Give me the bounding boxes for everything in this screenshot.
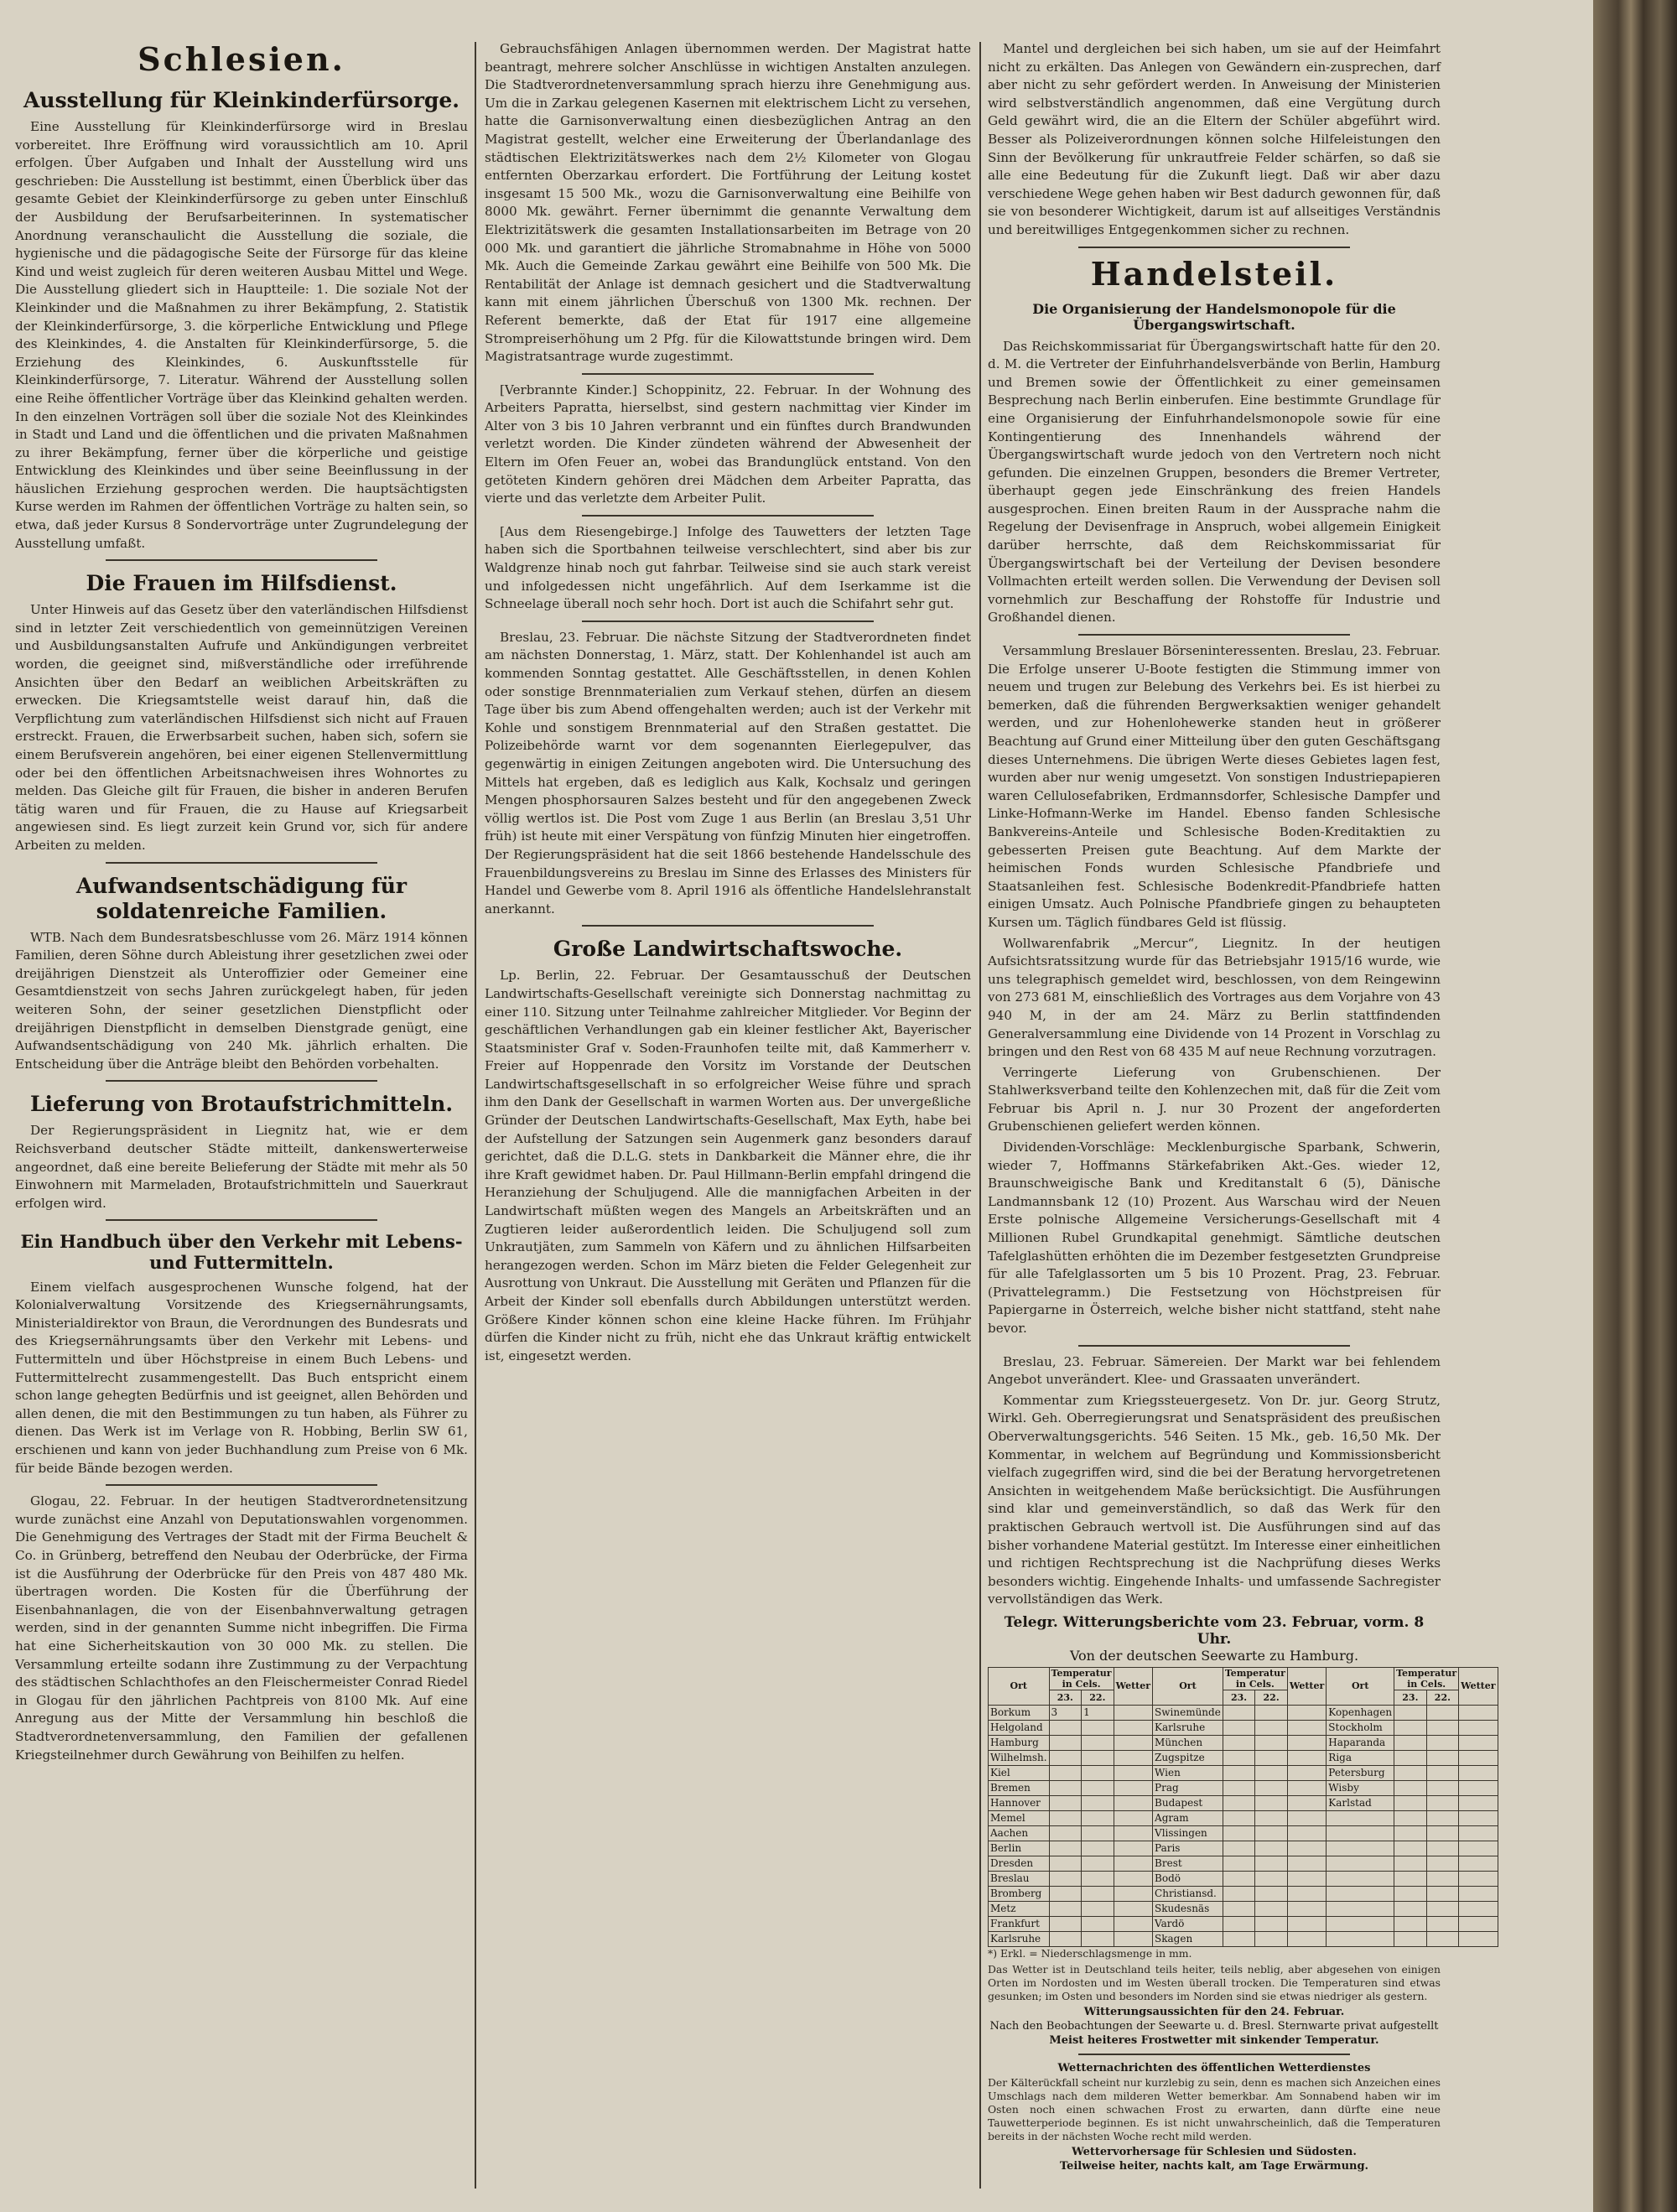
weather-cell (1287, 1931, 1326, 1946)
weather-cell (1082, 1810, 1114, 1825)
weather-cell (1223, 1916, 1255, 1931)
weather-cell (1223, 1765, 1255, 1780)
weather-cell (1082, 1735, 1114, 1750)
weather-cell: 1 (1082, 1705, 1114, 1720)
weather-cell (1327, 1886, 1394, 1901)
weather-cell: 3 (1049, 1705, 1082, 1720)
weather-cell (1426, 1825, 1459, 1841)
weather-cell (1426, 1841, 1459, 1856)
weather-cell (1426, 1765, 1459, 1780)
weather-row (989, 1705, 1498, 1720)
weather-cell (1049, 1780, 1082, 1795)
weather-cell (1114, 1841, 1152, 1856)
weather-cell (1394, 1795, 1427, 1810)
weather-cell (1394, 1886, 1427, 1901)
weather-cell (1114, 1871, 1152, 1886)
weather-cell (1327, 1825, 1394, 1841)
weather-cell (1426, 1871, 1459, 1886)
weather-row (989, 1825, 1498, 1841)
regional-forecast-text: Teilweise heiter, nachts kalt, am Tage Erwärmung. (1059, 2159, 1369, 2173)
weather-cell (1049, 1931, 1082, 1946)
weather-cell (1287, 1780, 1326, 1795)
divider (106, 559, 377, 561)
weather-cell (1287, 1720, 1326, 1735)
divider (582, 925, 874, 927)
weather-cell (1394, 1871, 1427, 1886)
weather-cell: Prag (1153, 1780, 1223, 1795)
weather-cell (1223, 1780, 1255, 1795)
weather-cell (1114, 1765, 1152, 1780)
weather-header: Wetter (1287, 1667, 1326, 1705)
article-headline: Ein Handbuch über den Verkehr mit Lebens- und Futtermitteln. (20, 1231, 463, 1274)
article-text: Eine Ausstellung für Kleinkinderfürsorge wird in Breslau vorbereitet. Ihre Eröffnung wird voraussichtlich am 10. April erfolgen. Über Aufgaben und Inhalt der Ausstellung wird uns geschrieben: Die Ausstellung ist bestimmt, einen Überblick über das gesamte Gebiet der Kleinkinderfürsorge zu geben unter Einschluß der Ausbildung der Berufsarbeiterinnen. In systematischer Anordnung veranschaulicht die Ausstellung die soziale, die hygienische und die pädagogische Seite der Fürsorge für das kleine Kind und weist zugleich für deren weiteren Ausbau Mittel und Wege. Die Ausstellung gliedert sich in Hauptteile: 1. Die soziale Not der Kleinkinder und die Maßnahmen zu ihrer Bekämpfung, 2. Statistik der Kleinkinderfürsorge, 3. die körperliche Entwicklung und Pflege des Kleinkindes, 4. die Anstalten für Kleinkinderfürsorge, 5. die Erziehung des Kleinkindes, 6. Auskunftsstelle für Kleinkinderfürsorge, 7. Literatur. Während der Ausstellung sollen eine Reihe öffentlicher Vorträge über das Kleinkind gehalten werden. In den einzelnen Vorträgen soll über die soziale Not des Kleinkindes in Stadt und Land und die öffentlichen und die privaten Maßnahmen zu ihrer Bekämpfung, ferner über die körperliche und geistige Entwicklung des Kleinkindes und über seine Beeinflussung in der häuslichen Erziehung gesprochen werden. Die hauptsächtigsten Kurse werden im Rahmen der öffentlichen Vorträge zu halten sein, so etwa, daß jeder Kursus 8 Sondervorträge unter Zugrundelegung der Ausstellung umfaßt. (15, 119, 468, 551)
weather-row (989, 1810, 1498, 1825)
weather-cell (1114, 1856, 1152, 1871)
weather-cell (1223, 1901, 1255, 1916)
weather-cell: Karlsruhe (1153, 1720, 1223, 1735)
weather-cell: Agram (1153, 1810, 1223, 1825)
book-binding-edge (1593, 0, 1677, 2212)
weather-cell (1223, 1705, 1255, 1720)
weather-cell: Vardö (1153, 1916, 1223, 1931)
article-text: [Verbrannte Kinder.] Schoppinitz, 22. Februar. In der Wohnung des Arbeiters Papratta, hierselbst, sind gestern nachmittag vier Kinder im Alter von 3 bis 10 Jahren verbrannt und ein fünftes durch Brandwunden verletzt worden. Die Kinder zündeten während der Abwesenheit der Eltern im Ofen Feuer an, wobei das Brandunglück entstand. Von den getöteten Kindern gehören drei Mädchen dem Arbeiter Papratta, das vierte und das verletzte dem Arbeiter Pulit. (485, 382, 971, 506)
weather-cell (1223, 1720, 1255, 1735)
weather-cell: Haparanda (1327, 1735, 1394, 1750)
column-rule (475, 42, 476, 2189)
official-weather-text: Der Kälterückfall scheint nur kurzlebig zu sein, denn es machen sich Anzeichen eines Umschlags nach dem milderen Wetter bemerkbar. Am Sonnabend haben wir im Osten noch einen schwachen Frost zu erwarten, dann dürfte eine neue Tauwetterperiode beginnen. Es ist nicht unwahrscheinlich, daß die Temperaturen bereits in der nächsten Woche recht mild werden. (988, 2075, 1441, 2142)
weather-cell (1327, 1931, 1394, 1946)
weather-cell: Riga (1327, 1750, 1394, 1765)
weather-cell (1327, 1841, 1394, 1856)
weather-cell (1394, 1720, 1427, 1735)
weather-cell (1394, 1810, 1427, 1825)
weather-cell (1287, 1856, 1326, 1871)
article-text: Der Regierungspräsident in Liegnitz hat, wie er dem Reichsverband deutscher Städte mitteilt, dankenswerterweise angeordnet, daß eine bereite Belieferung der Städte mit mehr als 50 Einwohnern mit Marmeladen, Brotaufstrichmitteln und Sauerkraut erfolgen wird. (15, 1123, 468, 1211)
article-text: Breslau, 23. Februar. Die nächste Sitzung der Stadtverordneten findet am nächsten Donnerstag, 1. März, statt. Der Kohlenhandel ist auch am kommenden Sonntag gestattet. Alle Geschäftsstellen, in denen Kohlen oder sonstige Brennmaterialien zum Verkauf stehen, dürfen an diesem Tage über bis zum Abend offengehalten werden; auch ist der Verkehr mit Kohle und sonstigem Brennmaterial auf den Straßen gestattet. Die Polizeibehörde warnt vor dem sogenannten Eierlegepulver, das gegenwärtig in einigen Zeitungen angeboten wird. Die Untersuchung des Mittels hat ergeben, daß es lediglich aus Kalk, Kochsalz und geringen Mengen phosphorsauren Salzes besteht und für den angegebenen Zweck völlig wertlos ist. Die Post vom Zuge 1 aus Berlin (an Breslau 3,51 Uhr früh) ist heute mit einer Verspätung von fünfzig Minuten hier eingetroffen. Der Regierungspräsident hat die seit 1866 bestehende Handelsschule des Frauenbildungsvereins zu Breslau im Sinne des Erlasses des Ministers für Handel und Gewerbe vom 8. April 1916 als öffentliche Handelslehranstalt anerkannt. (485, 629, 971, 916)
weather-cell (1223, 1810, 1255, 1825)
weather-cell (1082, 1901, 1114, 1916)
weather-row (989, 1871, 1498, 1886)
weather-title: Telegr. Witterungsberichte vom 23. Februar, vorm. 8 Uhr. (1004, 1613, 1425, 1648)
article-headline: Lieferung von Brotaufstrichmitteln. (29, 1092, 454, 1117)
weather-cell (1049, 1735, 1082, 1750)
divider (1078, 634, 1350, 636)
weather-cell: Memel (989, 1810, 1050, 1825)
weather-cell (1114, 1931, 1152, 1946)
weather-cell (1223, 1795, 1255, 1810)
weather-cell: Dresden (989, 1856, 1050, 1871)
weather-cell (1255, 1705, 1288, 1720)
weather-cell (1114, 1720, 1152, 1735)
weather-cell: Bremen (989, 1780, 1050, 1795)
weather-cell: Vlissingen (1153, 1825, 1223, 1841)
weather-cell (1394, 1705, 1427, 1720)
forecast-text: Meist heiteres Frostwetter mit sinkender Temperatur. (1049, 2033, 1379, 2047)
weather-row (989, 1795, 1498, 1810)
weather-cell: Metz (989, 1901, 1050, 1916)
weather-cell: Hannover (989, 1795, 1050, 1810)
weather-cell: Wien (1153, 1765, 1223, 1780)
weather-cell (1426, 1735, 1459, 1750)
weather-cell (1459, 1780, 1498, 1795)
weather-cell: Aachen (989, 1825, 1050, 1841)
weather-cell (1394, 1780, 1427, 1795)
weather-cell: Karlsruhe (989, 1931, 1050, 1946)
article-text: Wollwarenfabrik „Mercur“, Liegnitz. In der heutigen Aufsichtsratssitzung wurde für das Betriebsjahr 1915/16 wurde, wie uns telegraphisch gemeldet wird, beschlossen, von dem Reingewinn von 273 681 M, einschließlich des Vortrages aus dem Vorjahre von 43 940 M, in der am 24. März zu Berlin stattfindenden Generalversammlung eine Dividende von 14 Prozent in Vorschlag zu bringen und den Rest von 68 435 M auf neue Rechnung vorzutragen. (988, 935, 1441, 1060)
weather-cell (1049, 1795, 1082, 1810)
article-text: Kommentar zum Kriegssteuergesetz. Von Dr. jur. Georg Strutz, Wirkl. Geh. Oberregierungsrat und Senatspräsident des preußischen Oberverwaltungsgerichts. 546 Seiten. 15 Mk., geb. 16,50 Mk. Der Kommentar, in welchem auf Begründung und Kommissionsbericht vielfach zugegriffen wird, sind die bei der Beratung hervorgetretenen Ansichten in weitgehendem Maße berücksichtigt. Die Ausführungen sind klar und gemeinverständlich, so daß das Werk für den praktischen Gebrauch wertvoll ist. Die Ausführungen sind auf das bisher vorhandene Material gestützt. Im Interesse einer einheitlichen und richtigen Rechtsprechung ist die Nachprüfung dieses Werks besonders wichtig. Eingehende Inhalts- und umfassende Sachregister vervollständigen das Werk. (988, 1392, 1441, 1607)
weather-subheader: 23. (1223, 1690, 1255, 1705)
weather-cell (1255, 1735, 1288, 1750)
weather-cell (1223, 1856, 1255, 1871)
column-rule (979, 42, 981, 2189)
weather-cell (1049, 1825, 1082, 1841)
article-text: Dividenden-Vorschläge: Mecklenburgische Sparbank, Schwerin, wieder 7, Hoffmanns Stärkefabriken Akt.-Ges. wieder 12, Braunschweigische Bank und Kreditanstalt 6 (5), Dänische Landmannsbank 12 (10) Prozent. Aus Warschau wird der Neuen Erste polnische Allgemeine Versicherungs-Gesellschaft mit 4 Millionen Rubel Grundkapital genehmigt. Sämtliche deutschen Tafelglashütten erhöhten die im Dezember festgesetzten Grundpreise für alle Tafelglassorten um 5 bis 10 Prozent. Prag, 23. Februar. (Privattelegramm.) Die Festsetzung von Höchstpreisen für Papiergarne in Österreich, welche bisher nicht stattfand, steht nahe bevor. (988, 1140, 1441, 1336)
weather-cell (1426, 1901, 1459, 1916)
weather-cell (1255, 1765, 1288, 1780)
weather-row (989, 1735, 1498, 1750)
weather-cell (1327, 1901, 1394, 1916)
weather-subheader: 23. (1394, 1690, 1427, 1705)
weather-cell (1255, 1871, 1288, 1886)
weather-cell (1459, 1931, 1498, 1946)
weather-table (988, 1667, 1498, 1947)
weather-cell (1082, 1931, 1114, 1946)
weather-cell (1255, 1720, 1288, 1735)
weather-subheader: 22. (1255, 1690, 1288, 1705)
weather-header: Ort (1327, 1667, 1394, 1705)
weather-summary: Das Wetter ist in Deutschland teils heiter, teils neblig, aber abgesehen von einigen Orten im Nordosten und im Westen überall trocken. Die Temperaturen sind etwas gesunken; im Osten und besonders im Norden sind sie etwas niedriger als gestern. (988, 1962, 1441, 2002)
weather-cell (1459, 1901, 1498, 1916)
weather-cell: Bromberg (989, 1886, 1050, 1901)
weather-cell (1255, 1750, 1288, 1765)
divider (582, 373, 874, 375)
weather-subtitle: Von der deutschen Seewarte zu Hamburg. (1069, 1647, 1359, 1664)
weather-cell (1255, 1780, 1288, 1795)
weather-cell (1327, 1871, 1394, 1886)
weather-cell (1287, 1825, 1326, 1841)
weather-header: Temperatur in Cels. (1394, 1667, 1459, 1690)
weather-cell (1394, 1931, 1427, 1946)
weather-cell: Skagen (1153, 1931, 1223, 1946)
weather-header: Temperatur in Cels. (1223, 1667, 1287, 1690)
divider (106, 1484, 377, 1486)
divider (582, 621, 874, 622)
column-1 (15, 40, 468, 1767)
weather-cell: Stockholm (1327, 1720, 1394, 1735)
divider (1078, 247, 1350, 248)
weather-cell (1223, 1750, 1255, 1765)
weather-cell (1459, 1795, 1498, 1810)
weather-cell (1394, 1841, 1427, 1856)
weather-cell (1426, 1856, 1459, 1871)
weather-row (989, 1901, 1498, 1916)
weather-header: Wetter (1114, 1667, 1152, 1705)
weather-cell (1049, 1810, 1082, 1825)
weather-cell: Wilhelmsh. (989, 1750, 1050, 1765)
weather-cell: Swinemünde (1153, 1705, 1223, 1720)
weather-cell (1426, 1720, 1459, 1735)
weather-cell (1459, 1856, 1498, 1871)
weather-cell (1114, 1916, 1152, 1931)
weather-cell (1082, 1795, 1114, 1810)
weather-row (989, 1841, 1498, 1856)
divider (106, 1219, 377, 1221)
weather-cell: Brest (1153, 1856, 1223, 1871)
weather-subheader: 23. (1049, 1690, 1082, 1705)
weather-cell (1426, 1780, 1459, 1795)
weather-cell (1114, 1750, 1152, 1765)
weather-cell (1255, 1931, 1288, 1946)
article-text: Glogau, 22. Februar. In der heutigen Stadtverordnetensitzung wurde zunächst eine Anzahl von Deputationswahlen vorgenommen. Die Genehmigung des Vertrages der Stadt mit der Firma Beuchelt & Co. in Grünberg, betreffend den Neubau der Oderbrücke, der Firma ist die Ausführung der Oderbrücke für den Preis von 487 480 Mk. übertragen worden. Die Kosten für die Überführung der Eisenbahnanlagen, die von der Eisenbahnverwaltung getragen werden, sind in der genannten Summe nicht inbegriffen. Die Firma hat eine Sicherheitskaution von 30 000 Mk. zu stellen. Die Versammlung erteilte sodann ihre Zustimmung zu der Verpachtung des städtischen Schlachthofes an den Fleischermeister Conrad Riedel in Glogau für den jährlichen Pachtpreis von 8100 Mk. Auf eine Anregung aus der Mitte der Versammlung hin beschloß die Stadtverordnetenversammlung, den Familien der gefallenen Kriegsteilnehmer durch Gewährung von Beihilfen zu helfen. (15, 1493, 468, 1763)
weather-cell (1082, 1780, 1114, 1795)
weather-row (989, 1720, 1498, 1735)
weather-cell (1287, 1795, 1326, 1810)
weather-cell (1287, 1871, 1326, 1886)
weather-cell (1082, 1825, 1114, 1841)
weather-subheader-row (989, 1690, 1498, 1705)
weather-cell (1114, 1825, 1152, 1841)
weather-cell: Kopenhagen (1327, 1705, 1394, 1720)
weather-cell: Skudesnäs (1153, 1901, 1223, 1916)
weather-cell (1426, 1750, 1459, 1765)
weather-cell (1255, 1886, 1288, 1901)
weather-cell (1223, 1735, 1255, 1750)
weather-cell (1327, 1916, 1394, 1931)
article-text: [Aus dem Riesengebirge.] Infolge des Tauwetters der letzten Tage haben sich die Sportbahnen teilweise verschlechtert, sind aber bis zur Waldgrenze hinab noch gut fahrbar. Teilweise sind sie auch stark vereist und infolgedessen nicht ungefährlich. Auf dem Iserkamme ist die Schneelage überall noch sehr hoch. Dort ist auch die Schifahrt sehr gut. (485, 523, 971, 612)
weather-cell (1114, 1795, 1152, 1810)
regional-forecast-title: Wettervorhersage für Schlesien und Südosten. (1072, 2145, 1357, 2158)
weather-cell: Borkum (989, 1705, 1050, 1720)
weather-row (989, 1916, 1498, 1931)
weather-cell (1082, 1856, 1114, 1871)
weather-cell: Wisby (1327, 1780, 1394, 1795)
article-text: Versammlung Breslauer Börseninteressenten. Breslau, 23. Februar. Die Erfolge unserer U-Boote festigten die Stimmung immer von neuem und trugen zur Belebung des Verkehrs bei. Es ist hierbei zu bemerken, daß die führenden Bergwerksaktien weniger gehandelt werden, und zur Hohenlohewerke standen heut in größerer Beachtung auf Grund einer Mitteilung über den guten Geschäftsgang dieses Unternehmens. Die übrigen Werte dieses Gebietes lagen fest, wurden aber nur wenig umgesetzt. Von sonstigen Industriepapieren waren Cellulosefabriken, Erdmannsdorfer, Schlesische Dampfer und Linke-Hofmann-Werke im Handel. Ebenso fanden Schlesische Bankvereins-Anteile und Schlesische Boden-Kreditaktien zu gebesserten Preisen gute Beachtung. Auf dem Markte der heimischen Fonds wurden Schlesische Pfandbriefe und Staatsanleihen fest. Schlesische Bodenkredit-Pfandbriefe hatten einigen Umsatz. Auch Polnische Pfandbriefe gingen zu behaupteten Kursen um. Täglich fündbares Geld ist flüssig. (988, 643, 1441, 930)
weather-cell (1459, 1886, 1498, 1901)
weather-cell: Hamburg (989, 1735, 1050, 1750)
weather-cell: Paris (1153, 1841, 1223, 1856)
weather-cell (1049, 1720, 1082, 1735)
weather-cell (1327, 1856, 1394, 1871)
weather-row (989, 1931, 1498, 1946)
weather-cell: Helgoland (989, 1720, 1050, 1735)
article-text: Unter Hinweis auf das Gesetz über den vaterländischen Hilfsdienst sind in letzter Zeit verschiedentlich von gemeinnützigen Vereinen und Ausbildungsanstalten Aufrufe und Ankündigungen verbreitet worden, die geeignet sind, mißverständliche oder irreführende Ansichten über den Bedarf an weiblichen Arbeitskräften zu erwecken. Die Kriegsamtstelle weist darauf hin, daß die Verpflichtung zum vaterländischen Hilfsdienst sich nicht auf Frauen erstreckt. Frauen, die Erwerbsarbeit suchen, haben sich, sofern sie einem Berufsverein angehören, bei einer eigenen Stellenvermittlung oder bei den öffentlichen Arbeitsnachweisen ihres Wohnortes zu melden. Das Gleiche gilt für Frauen, die bisher in anderen Berufen tätig waren und für Frauen, die zu Hause auf Kriegsarbeit angewiesen sind. Es liegt zurzeit kein Grund vor, sich für andere Arbeiten zu melden. (15, 602, 468, 853)
weather-cell (1287, 1886, 1326, 1901)
weather-cell (1287, 1810, 1326, 1825)
weather-cell (1114, 1780, 1152, 1795)
weather-cell (1394, 1735, 1427, 1750)
article-text: WTB. Nach dem Bundesratsbeschlusse vom 26. März 1914 können Familien, deren Söhne durch Ableistung ihrer gesetzlichen zwei oder dreijährigen Dienstzeit als Unteroffizier oder Gemeiner eine Gesamtdienstzeit von sechs Jahren zurückgelegt haben, für jeden weiteren Sohn, der seiner gesetzlichen Dienstpflicht oder dreijährigen Dienstpflicht in demselben Dienstgrade genügt, eine Aufwandsentschädigung von 240 Mk. jährlich erhalten. Die Entscheidung über die Anträge bleibt den Behörden vorbehalten. (15, 929, 468, 1072)
weather-cell: Kiel (989, 1765, 1050, 1780)
weather-row (989, 1765, 1498, 1780)
weather-cell (1255, 1856, 1288, 1871)
weather-cell (1287, 1765, 1326, 1780)
weather-cell (1082, 1916, 1114, 1931)
weather-row (989, 1750, 1498, 1765)
weather-cell (1287, 1735, 1326, 1750)
weather-cell (1394, 1856, 1427, 1871)
weather-cell (1114, 1735, 1152, 1750)
forecast-source: Nach den Beobachtungen der Seewarte u. d. Bresl. Sternwarte privat aufgestellt (989, 2019, 1439, 2033)
weather-cell (1394, 1765, 1427, 1780)
weather-cell (1049, 1901, 1082, 1916)
weather-cell (1114, 1886, 1152, 1901)
section-title-schlesien: Schlesien. (138, 40, 345, 78)
weather-row (989, 1780, 1498, 1795)
weather-cell (1223, 1841, 1255, 1856)
weather-cell (1459, 1841, 1498, 1856)
weather-cell: Christiansd. (1153, 1886, 1223, 1901)
weather-cell (1287, 1916, 1326, 1931)
weather-cell (1082, 1886, 1114, 1901)
divider (106, 1080, 377, 1082)
article-text: Mantel und dergleichen bei sich haben, um sie auf der Heimfahrt nicht zu erkälten. Das Anlegen von Gewändern ein-zusprechen, darf aber nicht zu sehr gefördert werden. In Anweisung der Ministerien wird selbstverständlich angenommen, daß eine Vergütung durch Geld gewährt wird, die an die Eltern der Schüler abgeführt wird. Besser als Polizeiverordnungen können solche Hilfeleistungen den Sinn der Bevölkerung für unkrautfreie Felder schärfen, so daß sie alle eine Bedeutung für die Zukunft liegt. Daß wir aber dazu verschiedene Wege gehen haben wir Best dadurch gewonnen für, daß sie von besonderer Wichtigkeit, darum ist auf allseitiges Verständnis und bereitwilliges Entgegenkommen sicher zu rechnen. (988, 41, 1441, 237)
weather-cell (1255, 1810, 1288, 1825)
weather-cell: Berlin (989, 1841, 1050, 1856)
article-text: Breslau, 23. Februar. Sämereien. Der Markt war bei fehlendem Angebot unverändert. Klee- und Grassaaten unverändert. (988, 1353, 1441, 1388)
weather-cell (1114, 1705, 1152, 1720)
weather-cell (1082, 1720, 1114, 1735)
weather-subheader: 22. (1426, 1690, 1459, 1705)
weather-cell (1114, 1810, 1152, 1825)
article-text: Einem vielfach ausgesprochenen Wunsche folgend, hat der Kolonialverwaltung Vorsitzende des Kriegsernährungsamts, Ministerialdirektor von Braun, die Verordnungen des Bundesrats und des Kriegsernährungsamts über den Verkehr mit Lebens- und Futtermitteln und über Höchstpreise in einem Buch Lebens- und Futtermittelrecht zusammengestellt. Das Buch entspricht einem schon lange gehegten Bedürfnis und ist geeignet, allen Behörden und allen denen, die mit den Bestimmungen zu tun haben, als Führer zu dienen. Das Werk ist im Verlage von R. Hobbing, Berlin SW 61, erschienen und kann von jeder Buchhandlung zum Preise von 6 Mk. für beide Bände bezogen werden. (15, 1279, 468, 1476)
weather-cell (1287, 1750, 1326, 1765)
weather-cell (1459, 1765, 1498, 1780)
weather-cell (1049, 1750, 1082, 1765)
weather-cell (1223, 1871, 1255, 1886)
weather-cell (1223, 1886, 1255, 1901)
weather-cell (1255, 1795, 1288, 1810)
weather-cell: Zugspitze (1153, 1750, 1223, 1765)
weather-cell (1394, 1750, 1427, 1765)
weather-cell (1255, 1901, 1288, 1916)
weather-cell (1426, 1916, 1459, 1931)
weather-cell (1426, 1886, 1459, 1901)
weather-subheader: 22. (1082, 1690, 1114, 1705)
weather-cell (1426, 1795, 1459, 1810)
weather-cell (1049, 1871, 1082, 1886)
article-headline: Die Organisierung der Handelsmonopole für die Übergangswirtschaft. (1032, 300, 1396, 333)
weather-cell (1082, 1750, 1114, 1765)
weather-cell (1459, 1720, 1498, 1735)
weather-cell (1082, 1871, 1114, 1886)
weather-cell: Petersburg (1327, 1765, 1394, 1780)
weather-row (989, 1856, 1498, 1871)
weather-cell (1459, 1810, 1498, 1825)
divider (1078, 1345, 1350, 1347)
weather-cell (1049, 1916, 1082, 1931)
article-headline: Große Landwirtschaftswoche. (553, 937, 903, 962)
divider (106, 862, 377, 864)
weather-cell (1049, 1765, 1082, 1780)
weather-cell (1114, 1901, 1152, 1916)
weather-cell: Karlstad (1327, 1795, 1394, 1810)
weather-cell (1255, 1841, 1288, 1856)
weather-cell (1459, 1735, 1498, 1750)
weather-cell (1459, 1750, 1498, 1765)
weather-cell: Frankfurt (989, 1916, 1050, 1931)
weather-cell (1082, 1765, 1114, 1780)
weather-header: Wetter (1459, 1667, 1498, 1705)
weather-table-body (989, 1705, 1498, 1946)
weather-cell (1327, 1810, 1394, 1825)
weather-cell (1223, 1931, 1255, 1946)
weather-cell (1287, 1901, 1326, 1916)
weather-cell (1459, 1916, 1498, 1931)
weather-cell (1459, 1871, 1498, 1886)
column-3 (988, 40, 1496, 2174)
weather-cell: München (1153, 1735, 1223, 1750)
weather-header: Ort (1153, 1667, 1223, 1705)
weather-row (989, 1886, 1498, 1901)
weather-cell (1426, 1705, 1459, 1720)
article-text: Lp. Berlin, 22. Februar. Der Gesamtausschuß der Deutschen Landwirtschafts-Gesellschaft vereinigte sich Donnerstag nachmittag zu einer 110. Sitzung unter Teilnahme zahlreicher Mitglieder. Vor Beginn der geschäftlichen Verhandlungen gab ein kleiner festlicher Akt, Bayerischer Staatsminister Graf v. Soden-Fraunhofen teilte mit, daß Kammerherr v. Freier auf Hoppenrade den Vorsitz im Vorstande der Deutschen Landwirtschaftsgesellschaft in so erfolgreicher Weise führe und sprach ihm den Dank der Gesellschaft in warmen Worten aus. Der unvergeßliche Gründer der Deutschen Landwirtschafts-Gesellschaft, Max Eyth, habe bei der Aufstellung der Satzungen sein Augenmerk ganz besonders darauf gerichtet, daß die D.L.G. stets in Dankbarkeit die Männer ehre, die ihr ihre Kraft gewidmet haben. Dr. Paul Hillmann-Berlin empfahl dringend die Heranziehung der Schuljugend. Alle die mannigfachen Arbeiten in der Landwirtschaft müßten wegen des Mangels an Arbeitskräften und an Zugtieren leider außerordentlich leiden. Die Schuljugend soll zum Unkrautjäten, zum Sammeln von Käfern und zu ähnlichen Hilfsarbeiten herangezogen werden. Schon im März bieten die Felder Gelegenheit zur Ausrottung von Unkraut. Die Ausstellung mit Geräten und Pflanzen für die Arbeit der Kinder soll ebenfalls durch Abbildungen unterstützt werden. Größere Kinder können schon eine kleine Hacke führen. Im Frühjahr dürfen die Kinder nicht zu früh, nicht ehe das Unkraut kräftig entwickelt ist, eingesetzt werden. (485, 968, 971, 1363)
weather-header-row (989, 1667, 1498, 1690)
weather-cell (1287, 1841, 1326, 1856)
official-weather-title: Wetternachrichten des öffentlichen Wetterdienstes (1057, 2061, 1371, 2074)
weather-cell (1287, 1705, 1326, 1720)
forecast-title: Witterungsaussichten für den 24. Februar. (1083, 2005, 1345, 2018)
weather-cell (1394, 1916, 1427, 1931)
weather-footnote: *) Erkl. = Niederschlagsmenge in mm. (988, 1946, 1192, 1960)
weather-cell: Bodö (1153, 1871, 1223, 1886)
article-text: Gebrauchsfähigen Anlagen übernommen werden. Der Magistrat hatte beantragt, mehrere solcher Anschlüsse in wichtigen Anstalten anzulegen. Die Stadtverordnetenversammlung sprach hierzu ihre Genehmigung aus. Um die in Zarkau gelegenen Kasernen mit elektrischem Licht zu versehen, hatte die Garnisonverwaltung einen diesbezüglichen Antrag an den Magistrat gestellt, welcher eine Erweiterung der Überlandanlage des städtischen Elektrizitätswerkes nach dem 2½ Kilometer von Glogau entfernten Oberzarkau erfordert. Die Fortführung der Leitung kostet insgesamt 15 500 Mk., wozu die Garnisonverwaltung eine Beihilfe von 8000 Mk. gewährt. Ferner übernimmt die genannte Verwaltung dem Elektrizitätswerk die gesamten Installationsarbeiten im Betrage von 20 000 Mk. und garantiert die jährliche Stromabnahme in Höhe von 5000 Mk. Auch die Gemeinde Zarkau gewährt eine Beihilfe von 500 Mk. Die Rentabilität der Anlage ist demnach gesichert und die Stadtverwaltung kann mit einem jährlichen Überschuß von 1300 Mk. rechnen. Der Referent bemerkte, daß der Etat für 1917 eine allgemeine Strompreiserhöhung um 2 Pfg. für die Kilowattstunde bringen wird. Dem Magistratsantrage wurde zugestimmt. (485, 41, 971, 365)
weather-cell (1049, 1841, 1082, 1856)
weather-cell: Budapest (1153, 1795, 1223, 1810)
weather-header: Ort (989, 1667, 1050, 1705)
article-headline: Aufwandsentschädigung für soldatenreiche Familien. (75, 873, 408, 923)
article-text: Verringerte Lieferung von Grubenschienen. Der Stahlwerksverband teilte den Kohlenzechen mit, daß für die Zeit vom Februar bis April n. J. nur 30 Prozent der angeforderten Grubenschienen geliefert werden können. (988, 1064, 1441, 1135)
weather-cell (1459, 1705, 1498, 1720)
weather-cell (1426, 1931, 1459, 1946)
divider (1078, 2054, 1350, 2055)
divider (582, 515, 874, 517)
weather-cell (1394, 1825, 1427, 1841)
weather-cell (1082, 1841, 1114, 1856)
weather-cell: Breslau (989, 1871, 1050, 1886)
section-title-handelsteil: Handelsteil. (1090, 254, 1338, 293)
weather-cell (1049, 1886, 1082, 1901)
weather-cell (1049, 1856, 1082, 1871)
weather-cell (1255, 1825, 1288, 1841)
article-headline: Die Frauen im Hilfsdienst. (86, 571, 397, 596)
weather-cell (1426, 1810, 1459, 1825)
weather-cell (1223, 1825, 1255, 1841)
column-2 (485, 40, 971, 1368)
weather-cell (1255, 1916, 1288, 1931)
article-headline: Ausstellung für Kleinkinderfürsorge. (23, 88, 459, 112)
weather-cell (1394, 1901, 1427, 1916)
article-text: Das Reichskommissariat für Übergangswirtschaft hatte für den 20. d. M. die Vertreter der Einfuhrhandelsverbände von Berlin, Hamburg und Bremen sowie der Öffentlichkeit zu einer gemeinsamen Besprechung nach Berlin einberufen. Eine bestimmte Grundlage für eine Organisierung der Einfuhrhandelsmonopole sowie für eine Kontingentierung des Innenhandels während der Übergangswirtschaft wurde jedoch von den Vertretern noch nicht gefunden. Die einzelnen Gruppen, besonders die Bremer Vertreter, überhaupt gegen jede Einschränkung des freien Handels ausgesprochen. Einen breiten Raum in der Aussprache nahm die Regelung der Devisenfrage in Anspruch, wobei allgemein Einigkeit darüber herrschte, daß dem Reichskommissariat für Übergangswirtschaft bei der Verteilung der Devisen besondere Vollmachten erteilt werden sollen. Die Verwendung der Devisen soll vornehmlich zur Beschaffung der Rohstoffe für Industrie und Großhandel dienen. (988, 338, 1441, 626)
weather-cell (1459, 1825, 1498, 1841)
weather-header: Temperatur in Cels. (1049, 1667, 1114, 1690)
